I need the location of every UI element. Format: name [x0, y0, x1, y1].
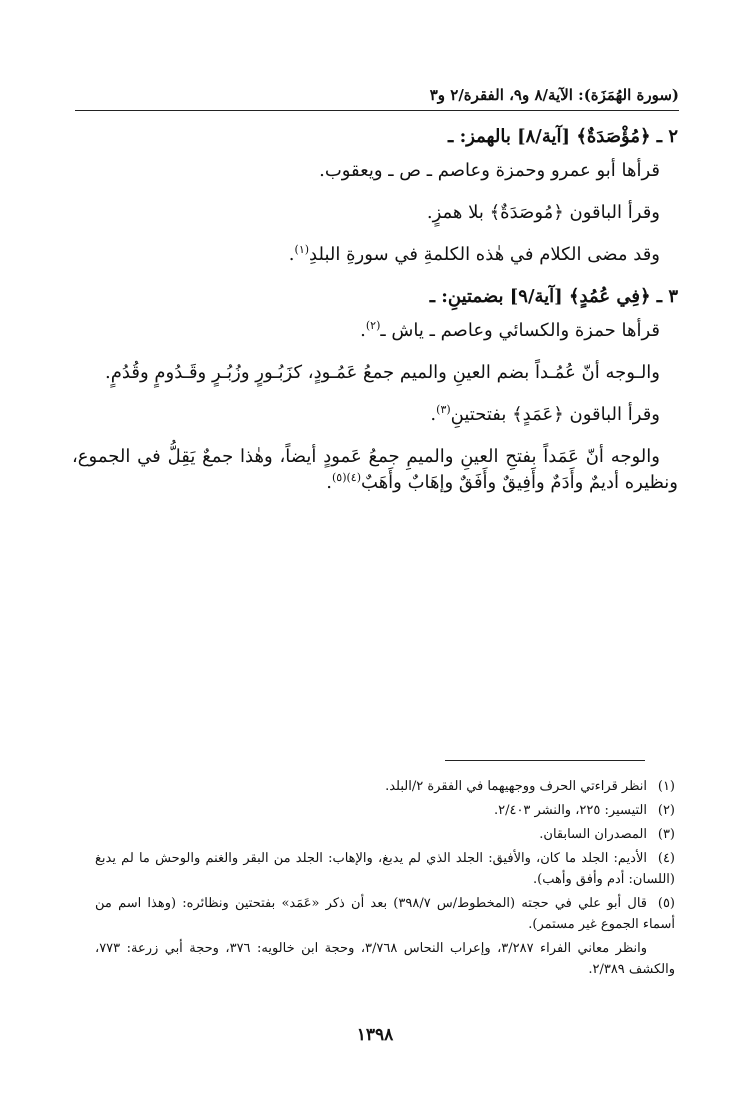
footnote-continuation: وانظر معاني الفراء ٣/٢٨٧، وإعراب النحاس ٣/٧٦٨، وحجة ابن خالويه: ٣٧٦، وحجة أبي زرعة: ٧٧٣، والكشف ٢/٣٨٩.: [95, 941, 675, 977]
main-text: [72, 118, 678, 496]
footnote-ref: (٣): [436, 403, 451, 416]
paragraph: قرأها أبو عمرو وحمزة وعاصم ـ ص ـ ويعقوب.: [319, 160, 660, 181]
footnote-number: (١): [657, 779, 675, 794]
footnote-text: المصدران السابقان.: [539, 827, 647, 842]
paragraph: وقرأ الباقون ﴿عَمَدٍ﴾ بفتحتينِ$^{(٣)}$.: [430, 403, 660, 425]
footnote: [95, 893, 675, 935]
footnote-text: الأديم: الجلد ما كان، والأفيق: الجلد الذي لم يدبغ، والإهاب: الجلد من البقر والغنم والوحش ما لم يدبغ (اللسان: أدم وأفق وأهب).: [95, 851, 675, 887]
footnote-number: (٣): [657, 827, 675, 842]
footnote-ref: (١): [294, 243, 310, 256]
paragraph: وقرأ الباقون ﴿مُوصَدَةٌ﴾ بلا همزٍ.: [426, 202, 660, 223]
section-heading: ٢ ـ ﴿مُؤْصَدَةٌ﴾ [آية/٨] بالهمز: ـ: [448, 126, 678, 147]
running-title: (سورة الهُمَزَة): الآية/٨ و٩، الفقرة/٢ و٣: [429, 86, 679, 104]
footnote: [95, 824, 675, 845]
footnote: [95, 848, 675, 890]
section-heading: ٣ ـ ﴿فِي عُمُدٍ﴾ [آية/٩] بضمتينِ: ـ: [429, 286, 678, 307]
footnote-text: انظر قراءتي الحرف ووجهيهما في الفقرة ٢/البلد.: [385, 779, 647, 794]
paragraph: وقد مضى الكلام في هٰذه الكلمةِ في سورةِ البلدِ$^{(١)}$.: [288, 243, 660, 265]
footnote-ref: (٢): [365, 319, 381, 332]
footnote-separator: [445, 760, 645, 761]
footnote-number: (٥): [657, 896, 675, 911]
footnote-number: (٢): [657, 803, 675, 818]
footnote-text: التيسير: ٢٢٥، والنشر ٢/٤٠٣.: [493, 803, 647, 818]
page-number: ١٣٩٨: [356, 1025, 394, 1045]
footnote-text: قال أبو علي في حجته (المخطوط/س ٣٩٨/٧) بعد أن ذكر «عَمَد» بفتحتين ونظائره: (وهذا اسم من أسماء الجموع غير مستمر).: [95, 896, 675, 932]
footnote-number: (٤): [657, 851, 675, 866]
running-header: [75, 80, 679, 111]
footnote: [95, 800, 675, 821]
footnote-ref: (٤)(٥): [331, 471, 362, 484]
footnotes: [95, 776, 675, 983]
paragraph: قرأها حمزة والكسائي وعاصم ـ ياش ـ$^{(٢)}$.: [360, 319, 660, 341]
paragraph: والـوجه أنّ عُمُـداً بضم العينِ والميم جمعُ عَمُـودٍ، كزَبُـورٍ وزُبُـرٍ وقَـدُومٍ وقُدُمٍ.: [105, 362, 660, 383]
paragraph: والوجه أنّ عَمَداً بفتحِ العينِ والميمِ جمعُ عَمودٍ أيضاً، وهٰذا جمعٌ يَقِلُّ في الجموع، ونظيره أديمٌ وأَدَمٌ وأَفِيقٌ وأَفَقٌ وإهَابٌ وأَهَبٌ$^{(٤)(٥)}$.: [72, 446, 678, 493]
footnote: [95, 776, 675, 797]
